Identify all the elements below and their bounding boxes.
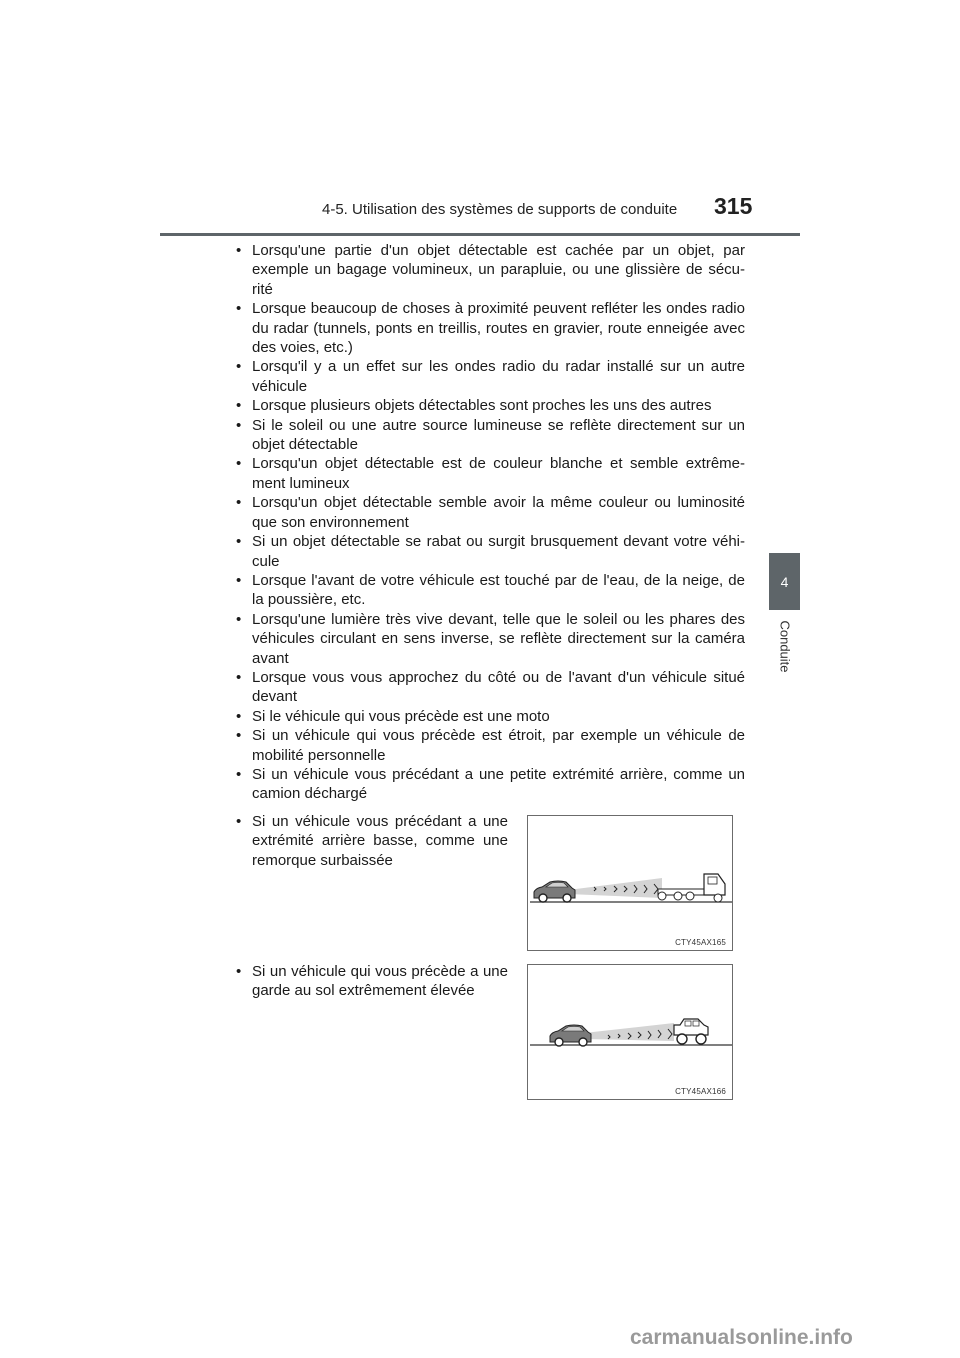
list-item: • Si un véhicule qui vous précède a une garde au sol extrêmement élevée [230, 962, 508, 1001]
section-header-title: 4-5. Utilisation des systèmes de supports de conduite [322, 201, 678, 218]
figure-item-low-trailer [230, 812, 508, 870]
list-item: • Lorsqu'une partie d'un objet détectable est cachée par un objet, par exemple un bagage volumineux, un parapluie, ou une glissière de sécu-rité [230, 241, 745, 299]
high-clearance-illustration-graphic [528, 965, 734, 1101]
low-trailer-illustration-graphic [528, 816, 734, 952]
header-divider [160, 233, 800, 236]
figure-item-high-clearance [230, 962, 508, 1001]
list-item: • Si le soleil ou une autre source lumineuse se reflète directement sur un objet détectable [230, 416, 745, 455]
figure-code: CTY45AX166 [675, 1087, 726, 1096]
list-item: • Si un véhicule vous précédant a une petite extrémité arrière, comme un camion déchargé [230, 765, 745, 804]
illustration-low-trailer [527, 815, 733, 951]
list-item: • Si un véhicule vous précédant a une extrémité arrière basse, comme une remorque surbaissée [230, 812, 508, 870]
list-item: • Lorsque l'avant de votre véhicule est touché par de l'eau, de la neige, de la poussière, etc. [230, 571, 745, 610]
list-item: • Lorsqu'une lumière très vive devant, telle que le soleil ou les phares des véhicules circulant en sens inverse, se reflète directement sur la caméra avant [230, 610, 745, 668]
list-item: • Lorsqu'il y a un effet sur les ondes radio du radar installé sur un autre véhicule [230, 357, 745, 396]
list-item: • Lorsque vous vous approchez du côté ou de l'avant d'un véhicule situé devant [230, 668, 745, 707]
list-item: • Si le véhicule qui vous précède est une moto [230, 707, 745, 726]
list-item: • Lorsqu'un objet détectable semble avoir la même couleur ou luminosité que son environnement [230, 493, 745, 532]
list-item: • Lorsqu'un objet détectable est de couleur blanche et semble extrême-ment lumineux [230, 454, 745, 493]
chapter-tab-label [772, 616, 798, 676]
list-item: • Si un objet détectable se rabat ou surgit brusquement devant votre véhi-cule [230, 532, 745, 571]
list-item: • Lorsque plusieurs objets détectables sont proches les uns des autres [230, 396, 745, 415]
list-item: • Lorsque beaucoup de choses à proximité peuvent refléter les ondes radio du radar (tunnels, ponts en treillis, routes en gravier, route enneigée avec des voies, etc.) [230, 299, 745, 357]
page-number: 315 [714, 193, 753, 219]
chapter-tab-number: 4 [769, 553, 800, 610]
chapter-tab-label-text: Conduite [777, 619, 793, 673]
condition-bullet-list [230, 241, 745, 804]
list-item: • Si un véhicule qui vous précède est étroit, par exemple un véhicule de mobilité personnelle [230, 726, 745, 765]
watermark: carmanualsonline.info [630, 1326, 853, 1349]
figure-code: CTY45AX165 [675, 938, 726, 947]
illustration-high-clearance [527, 964, 733, 1100]
